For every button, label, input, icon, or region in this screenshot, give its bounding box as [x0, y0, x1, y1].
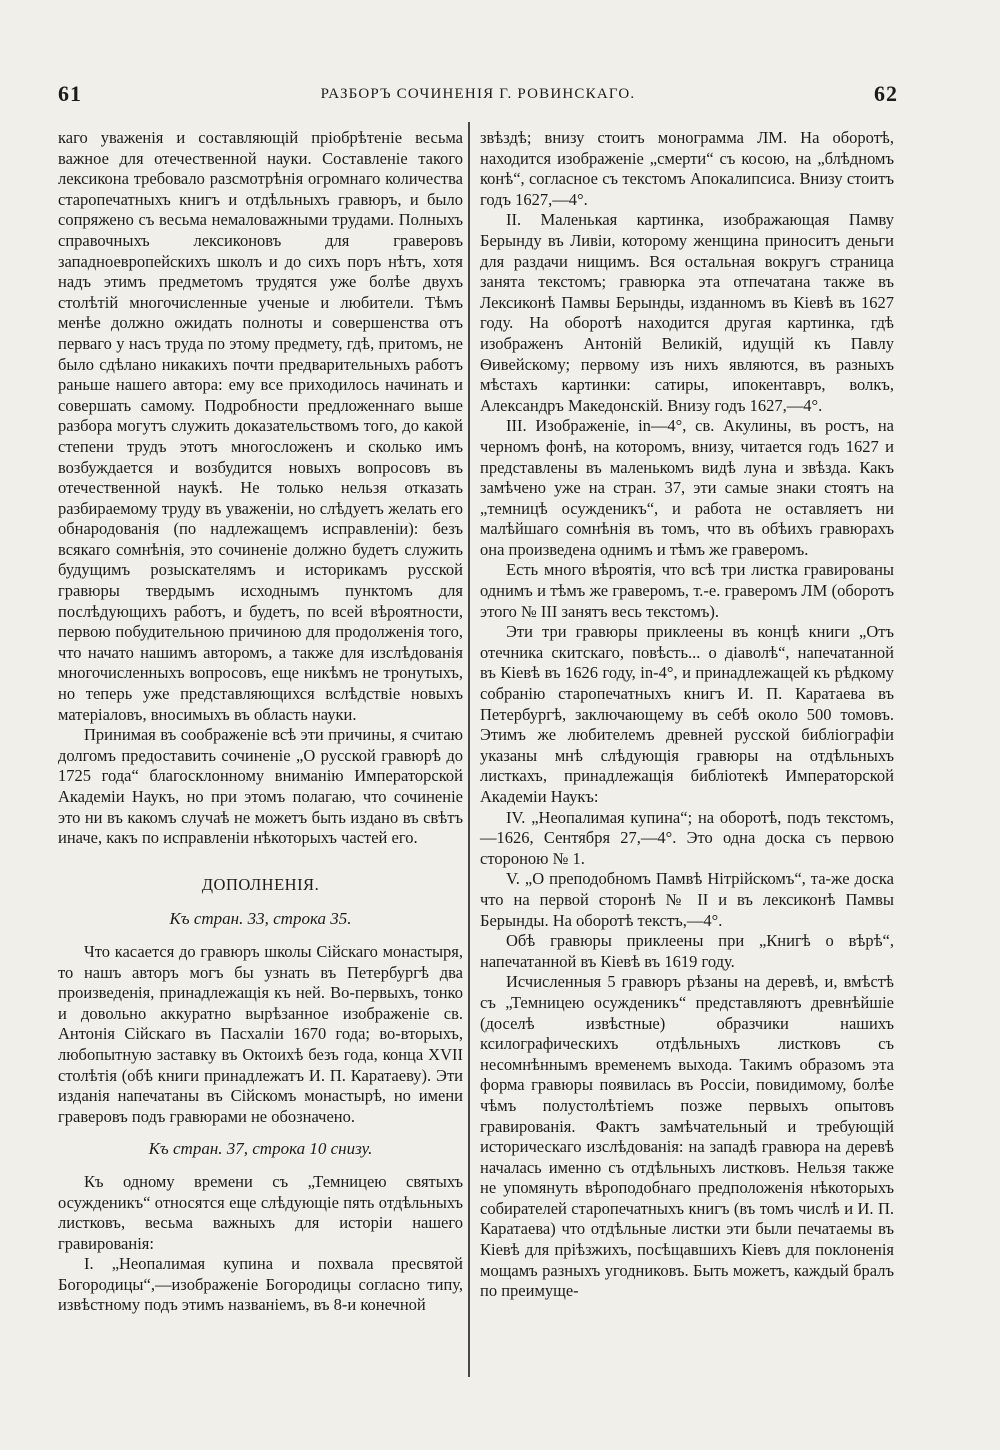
- section-subtitle: Къ стран. 33, строка 35.: [169, 909, 352, 929]
- paragraph: Принимая въ соображеніе всѣ эти причины, я считаю долгомъ предоставить сочиненіе „О русской гравюрѣ до 1725 года“ благосклонному вниманію Императорской Академіи Наукъ, но при этомъ полагаю, что сочиненіе это ни въ какомъ случаѣ не можетъ быть издано въ свѣтъ иначе, какъ по исправленіи нѣкоторыхъ частей его.: [58, 725, 463, 848]
- paragraph: V. „О преподобномъ Памвѣ Нітрійскомъ“, та-же доска что на первой сторонѣ № II и въ лексиконѣ Памвы Берынды. На оборотѣ текстъ,—4°.: [480, 869, 894, 930]
- section-title: ДОПОЛНЕНІЯ.: [201, 874, 320, 894]
- paragraph: Исчисленныя 5 гравюръ рѣзаны на деревѣ, и, вмѣстѣ съ „Темницею осужденикъ“ представляютъ древнѣйшіе (доселѣ извѣстные) образчики нашихъ ксилографическихъ отдѣльныхъ листковъ съ несомнѣннымъ временемъ выхода. Такимъ образомъ эта форма гравюры появилась въ Россіи, повидимому, болѣе чѣмъ полустолѣтіемъ позже первыхъ опытовъ гравированія. Фактъ замѣчательный и требующій историческаго изслѣдованія: на западѣ гравюра на деревѣ началась именно съ отдѣльныхъ листковъ. Нельзя также не упомянуть вѣроподобнаго предположенія нѣкоторыхъ собирателей старопечатныхъ книгъ (въ томъ числѣ и И. П. Каратаева) что отдѣльные листки эти были печатаемы въ Кіевѣ для пріѣзжихъ, посѣщавшихъ Кіевъ для поклоненія мощамъ разныхъ угодниковъ. Быть можетъ, каждый бралъ по преимуще-: [480, 972, 894, 1301]
- paragraph: Есть много вѣроятія, что всѣ три листка гравированы однимъ и тѣмъ же граверомъ, т.-е. граверомъ ЛМ (оборотъ этого № III занятъ весь текстомъ).: [480, 560, 894, 621]
- paragraph: IV. „Неопалимая купина“; на оборотѣ, подъ текстомъ,—1626, Сентября 27,—4°. Это одна доска съ первою стороною № 1.: [480, 807, 894, 868]
- running-title: РАЗБОРЪ СОЧИНЕНІЯ Г. РОВИНСКАГО.: [320, 85, 636, 102]
- left-column: [58, 128, 463, 1316]
- paragraph: I. „Неопалимая купина и похвала пресвятой Богородицы“,—изображеніе Богородицы согласно типу, извѣстному подъ этимъ названіемъ, въ 8-и конечной: [58, 1254, 463, 1315]
- column-divider: [468, 122, 470, 1377]
- right-page-number: 62: [874, 81, 898, 106]
- section-subtitle: Къ стран. 37, строка 10 снизу.: [148, 1139, 373, 1159]
- paragraph: Эти три гравюры приклеены въ концѣ книги „Отъ отечника скитскаго, повѣсть... о діаволѣ“, напечатанной въ Кіевѣ въ 1626 году, in-4°, и принадлежащей къ рѣдкому собранію старопечатныхъ книгъ И. П. Каратаева въ Петербургѣ, заключающему въ себѣ около 500 томовъ. Этимъ же любителемъ древней русской библіографіи указаны мнѣ слѣдующія гравюры на отдѣльныхъ листкахъ, принадлежащія библіотекѣ Императорской Академіи Наукъ:: [480, 622, 894, 806]
- paragraph: каго уваженія и составляющій пріобрѣтеніе весьма важное для отечественной науки. Составленіе такого лексикона требовало разсмотрѣнія огромнаго количества старопечатныхъ книгъ и отдѣльныхъ гравюръ, и было сопряжено съ весьма немаловажными трудами. Полныхъ справочныхъ лексиконовъ для граверовъ западноевропейскихъ школъ и до сихъ поръ нѣтъ, хотя надъ этимъ предметомъ трудятся уже болѣе двухъ столѣтій многочисленные ученые и любители. Тѣмъ менѣе должно ожидать полноты и совершенства отъ перваго у насъ труда по этому предмету, гдѣ, притомъ, не было сдѣлано никакихъ почти предварительныхъ работъ раньше нашего автора: ему все приходилось начинать и совершать самому. Подробности предложеннаго выше разбора могутъ служить доказательствомъ того, до какой степени трудъ этотъ многосложенъ и сколько имъ возбуждается и возбудится новыхъ вопросовъ въ отечественной наукѣ. Не только нельзя отказать разбираемому труду въ уваженіи, но слѣдуетъ желать его обнародованія (по надлежащемъ исправленіи): безъ всякаго сомнѣнія, это сочиненіе должно будетъ служить будущимъ розыскателямъ и историкамъ русской гравюры твердымъ исходнымъ пунктомъ для послѣдующихъ работъ, и будетъ, по всей вѣроятности, первою побудительною причиною для продолженія того, что начато нашимъ авторомъ, а также для изслѣдованія многочисленныхъ вопросовъ, еще никѣмъ не тронутыхъ, но теперь уже представляющихся вслѣдствіе новыхъ матеріаловъ, вносимыхъ въ область науки.: [58, 128, 463, 724]
- paragraph: звѣздѣ; внизу стоитъ монограмма ЛМ. На оборотѣ, находится изображеніе „смерти“ съ косою, на „блѣдномъ конѣ“, согласное съ текстомъ Апокалипсиса. Внизу стоитъ годъ 1627,—4°.: [480, 128, 894, 209]
- paragraph: Что касается до гравюръ школы Сійскаго монастыря, то нашъ авторъ могъ бы узнать въ Петербургѣ два произведенія, принадлежащія къ ней. Во-первыхъ, тонко и довольно аккуратно вырѣзанное изображеніе св. Антонія Сійскаго въ Пасхаліи 1670 года; во-вторыхъ, любопытную заставку въ Октоихѣ безъ года, конца XVII столѣтія (обѣ книги принадлежатъ И. П. Каратаеву). Эти изданія напечатаны въ Сійскомъ монастырѣ, но имени граверовъ подъ гравюрами не обозначено.: [58, 941, 463, 1126]
- paragraph: III. Изображеніе, in—4°, св. Акулины, въ ростъ, на черномъ фонѣ, на которомъ, внизу, читается годъ 1627 и представлены въ маленькомъ видѣ луна и звѣзда. Какъ замѣчено уже на стран. 37, эти самые знаки стоятъ на „темницѣ осужденикъ“, и работа не оставляетъ ни малѣйшаго сомнѣнія въ томъ, что въ обѣихъ гравюрахъ она произведена однимъ и тѣмъ же граверомъ.: [480, 416, 894, 559]
- left-page-number: 61: [58, 81, 82, 106]
- page-header: [58, 74, 898, 114]
- right-column: [480, 128, 894, 1302]
- paragraph: II. Маленькая картинка, изображающая Памву Берынду въ Ливіи, которому женщина приноситъ деньги для раздачи нищимъ. Вся остальная вокругъ страница занята текстомъ; гравюрка эта отпечатана также въ Лексиконѣ Памвы Берынды, изданномъ въ Кіевѣ въ 1627 году. На оборотѣ находится другая картинка, гдѣ изображенъ Антоній Великій, идущій къ Павлу Ѳивейскому; первому изъ нихъ являются, въ разныхъ мѣстахъ картинки: сатиры, ипокентавръ, волкъ, Александръ Македонскій. Внизу годъ 1627,—4°.: [480, 210, 894, 415]
- paragraph: Обѣ гравюры приклеены при „Книгѣ о вѣрѣ“, напечатанной въ Кіевѣ въ 1619 году.: [480, 931, 894, 971]
- paragraph: Къ одному времени съ „Темницею святыхъ осужденикъ“ относятся еще слѣдующіе пять отдѣльныхъ листковъ, весьма важныхъ для исторіи нашего гравированія:: [58, 1171, 463, 1253]
